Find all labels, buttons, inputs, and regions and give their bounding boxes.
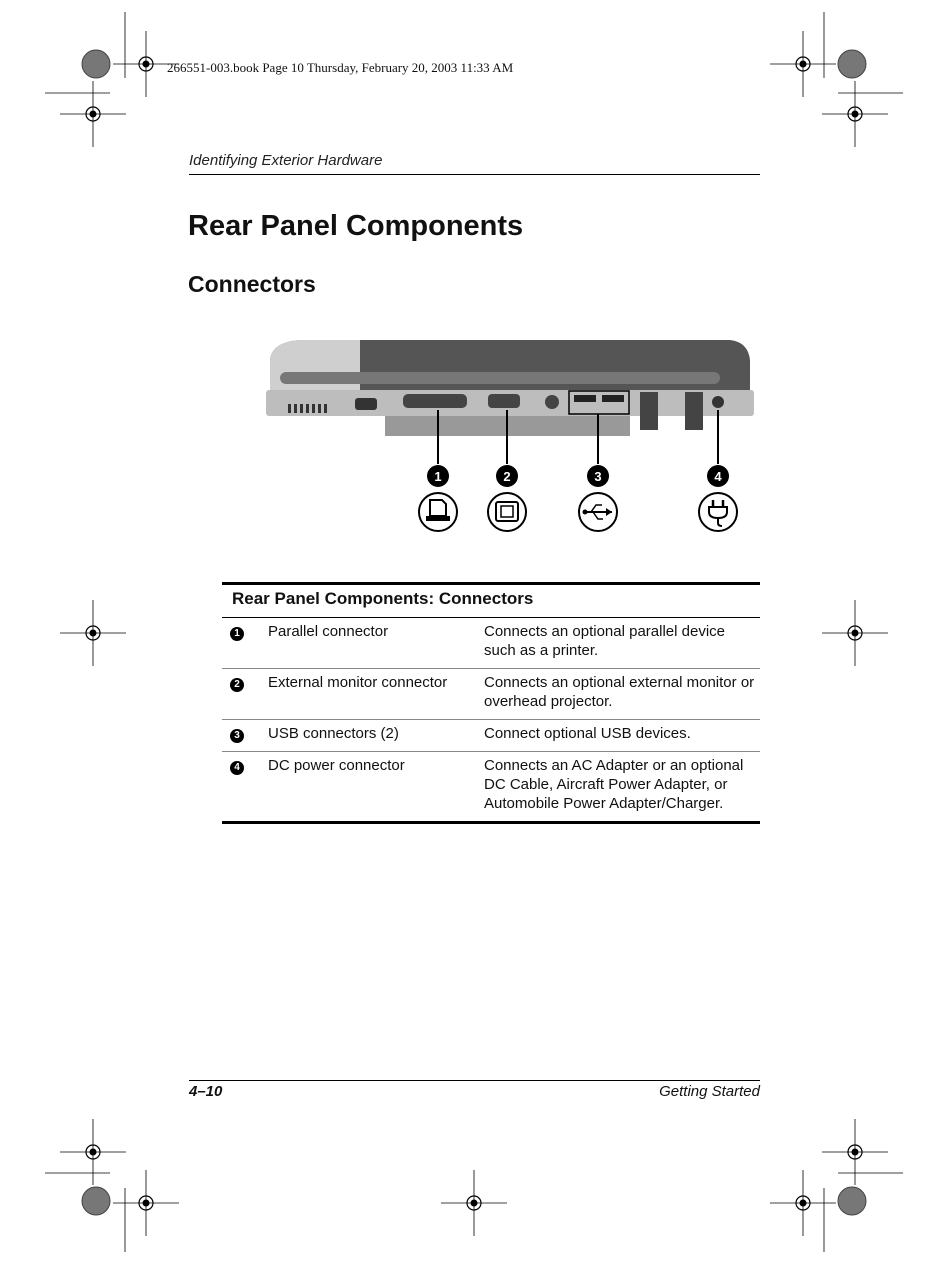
footer-title: Getting Started <box>659 1083 760 1100</box>
callout-1 <box>427 465 449 487</box>
section-title: Connectors <box>188 271 316 297</box>
usb-icon <box>579 493 617 531</box>
monitor-icon <box>488 493 526 531</box>
page-title: Rear Panel Components <box>188 210 524 242</box>
header-rule <box>189 174 760 175</box>
callout-3 <box>587 465 609 487</box>
component-description: Connect optional USB devices. <box>480 720 760 752</box>
svg-text:3: 3 <box>594 469 602 484</box>
callout-2 <box>496 465 518 487</box>
parallel-port <box>403 394 467 408</box>
component-name: USB connectors (2) <box>264 720 480 752</box>
page-number: 4–10 <box>189 1083 223 1100</box>
svideo-port <box>545 395 559 409</box>
table-row <box>222 752 760 823</box>
connectors-table <box>222 582 760 824</box>
dc-power-jack <box>712 396 724 408</box>
rear-panel-illustration <box>260 330 760 570</box>
component-name: Parallel connector <box>264 618 480 669</box>
footer-rule <box>189 1080 760 1081</box>
row-number: 2 <box>230 678 244 692</box>
running-header: Identifying Exterior Hardware <box>189 152 383 169</box>
table-title: Rear Panel Components: Connectors <box>222 584 760 618</box>
usb-port-1 <box>574 395 596 402</box>
printer-icon <box>419 493 457 531</box>
svg-text:1: 1 <box>434 469 442 484</box>
callout-4 <box>707 465 729 487</box>
print-slug: 266551-003.book Page 10 Thursday, February 20, 2003 11:33 AM <box>167 60 514 75</box>
svg-text:2: 2 <box>503 469 511 484</box>
component-description: Connects an optional external monitor or overhead projector. <box>480 669 760 720</box>
table-row <box>222 720 760 752</box>
row-number: 1 <box>230 627 244 641</box>
usb-port-2 <box>602 395 624 402</box>
vga-port <box>488 394 520 408</box>
component-description: Connects an optional parallel device such as a printer. <box>480 618 760 669</box>
svg-text:4: 4 <box>714 469 722 484</box>
component-name: External monitor connector <box>264 669 480 720</box>
dc-power-plug-icon <box>699 493 737 531</box>
table-row <box>222 669 760 720</box>
component-description: Connects an AC Adapter or an optional DC Cable, Aircraft Power Adapter, or Automobile Power Adapter/Charger. <box>480 752 760 823</box>
component-name: DC power connector <box>264 752 480 823</box>
table-row <box>222 618 760 669</box>
row-number: 4 <box>230 761 244 775</box>
row-number: 3 <box>230 729 244 743</box>
